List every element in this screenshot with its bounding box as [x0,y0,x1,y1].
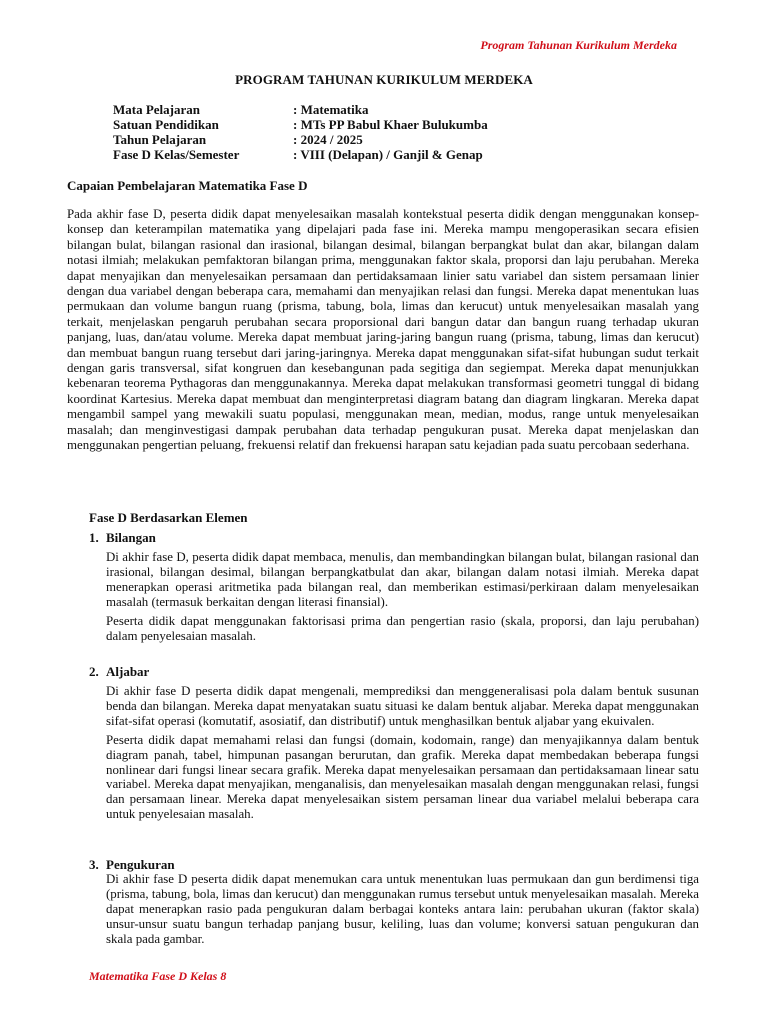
info-value: : MTs PP Babul Khaer Bulukumba [293,117,488,132]
info-label: Satuan Pendidikan [113,117,219,132]
element-number: 2. [89,664,99,679]
element-aljabar [89,664,699,826]
element-name: Aljabar [106,664,150,679]
element-paragraph: Peserta didik dapat memahami relasi dan fungsi (domain, kodomain, range) dan menyajikannya dalam bentuk diagram panah, tabel, himpunan pasangan berurutan, dan grafik. Mereka dapat membedakan beberapa fungsi nonlinear dari fungsi linear secara grafik. Mereka dapat menyelesaikan persamaan dan pertidaksamaan linear satu variabel. Mereka dapat menyajikan, menganalisis, dan menyelesaikan masalah dengan menggunakan relasi, fungsi dan persamaan linear. Mereka dapat menyelesaikan sistem persaman linear dua variabel melalui beberapa cara untuk penyelesaian masalah. [106,732,699,822]
element-name: Bilangan [106,530,156,545]
header-note: Program Tahunan Kurikulum Merdeka [480,38,677,52]
info-value: : 2024 / 2025 [293,132,363,147]
info-label: Fase D Kelas/Semester [113,147,240,162]
element-paragraph: Di akhir fase D, peserta didik dapat membaca, menulis, dan membandingkan bilangan bulat, bilangan rasional dan irasional, bilangan desimal, bilangan berpangkatbulat dan akar, bilangan dalam notasi ilmiah. Mereka dapat menerapkan operasi aritmetika pada bilangan real, dan memberikan estimasi/perkiraan dalam menyelesaikan masalah (termasuk berkaitan dengan literasi finansial). [106,550,699,609]
element-number: 1. [89,530,99,545]
info-row-year [113,132,488,147]
element-paragraph: Di akhir fase D peserta didik dapat menemukan cara untuk menentukan luas permukaan dan gun berdimensi tiga (prisma, tabung, bola, limas dan kerucut) dan menggunakan rumus tersebut untuk menyelesaikan masalah. Mereka dapat menerapkan rasio pada pengukuran dalam berbagai konteks antara lain: perubahan ukuran (faktor skala) unsur-unsur suatu bangun terhadap panjang busur, keliling, luas dan volume; konversi satuan pengukuran dan skala pada gambar. [106,872,699,946]
elemen-title: Fase D Berdasarkan Elemen [89,510,248,525]
info-row-subject [113,102,488,117]
capaian-title: Capaian Pembelajaran Matematika Fase D [67,178,308,193]
element-body [106,550,699,643]
element-heading [89,664,699,679]
info-value: : VIII (Delapan) / Ganjil & Genap [293,147,483,162]
capaian-paragraph: Pada akhir fase D, peserta didik dapat menyelesaikan masalah kontekstual peserta didik dengan menggunakan konsep-konsep dan keterampilan matematika yang dipelajari pada fase ini. Mereka mampu mengoperasikan secara efisien bilangan bulat, bilangan rasional dan irasional, bilangan desimal, bilangan berpangkat bulat dan akar, bilangan dalam notasi ilmiah; melakukan pemfaktoran bilangan prima, menggunakan faktor skala, proporsi dan laju perubahan. Mereka dapat menyajikan dan menyelesaikan persamaan dan pertidaksamaan linier satu variabel dan sistem persamaan linier dengan dua variabel dengan beberapa cara, memahami dan menyajikan relasi dan fungsi. Mereka dapat menentukan luas permukaan dan volume bangun ruang (prisma, tabung, bola, limas dan kerucut) untuk menyelesaikan masalah yang terkait, menjelaskan pengaruh perubahan secara proporsional dari bangun datar dan bangun ruang terhadap ukuran panjang, luas, dan/atau volume. Mereka dapat membuat jaring-jaring bangun ruang (prisma, tabung, limas dan kerucut) dan membuat bangun ruang tersebut dari jaring-jaringnya. Mereka dapat menggunakan sifat-sifat hubungan sudut terkait dengan garis transversal, sifat kongruen dan kesebangunan pada segitiga dan segiempat. Mereka dapat menunjukkan kebenaran teorema Pythagoras dan menggunakannya. Mereka dapat melakukan transformasi geometri tunggal di bidang koordinat Kartesius. Mereka dapat membuat dan menginterpretasi diagram batang dan diagram lingkaran. Mereka dapat mengambil sampel yang mewakili suatu populasi, menggunakan mean, median, modus, range untuk menyelesaikan masalah; dan menginvestigasi dampak perubahan data terhadap pengukuran pusat. Mereka dapat menjelaskan dan menggunakan pengertian peluang, frekuensi relatif dan frekuensi harapan satu kejadian pada suatu percobaan sederhana. [67,207,699,453]
info-row-phase [113,147,488,162]
element-heading [89,857,699,872]
element-pengukuran [89,857,699,951]
element-body [106,684,699,822]
info-value: : Matematika [293,102,369,117]
footer-note: Matematika Fase D Kelas 8 [89,969,227,983]
element-number: 3. [89,857,99,872]
info-label: Tahun Pelajaran [113,132,207,147]
document-title: PROGRAM TAHUNAN KURIKULUM MERDEKA [235,72,533,87]
element-heading [89,530,699,545]
element-name: Pengukuran [106,857,175,872]
element-bilangan [89,530,699,647]
info-row-school [113,117,488,132]
info-label: Mata Pelajaran [113,102,201,117]
info-block [113,102,488,162]
element-paragraph: Di akhir fase D peserta didik dapat mengenali, memprediksi dan menggeneralisasi pola dalam bentuk susunan benda dan bilangan. Mereka dapat menyatakan suatu situasi ke dalam bentuk aljabar. Mereka dapat menggunakan sifat-sifat operasi (komutatif, asosiatif, dan distributif) untuk menghasilkan bentuk aljabar yang ekuivalen. [106,684,699,728]
element-paragraph: Peserta didik dapat menggunakan faktorisasi prima dan pengertian rasio (skala, proporsi, dan laju perubahan) dalam penyelesaian masalah. [106,613,699,643]
element-body [106,872,699,947]
